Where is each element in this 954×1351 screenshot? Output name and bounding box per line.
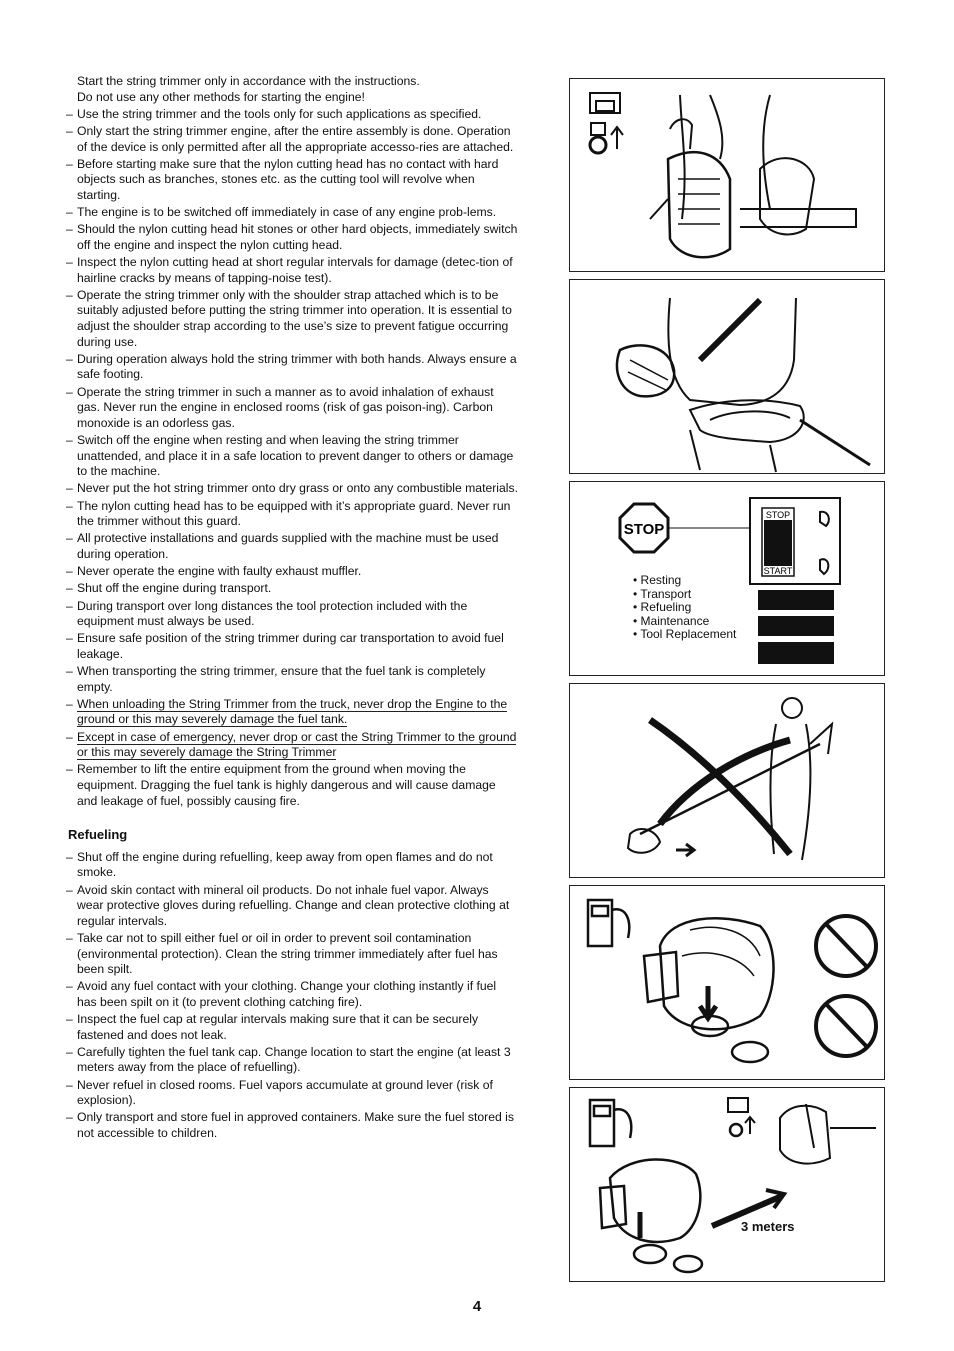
safety-list-item-text: Except in case of emergency, never drop or cast the String Trimmer to the ground or this may severely damage the String Trimmer: [77, 729, 517, 760]
cross-mark: [650, 720, 790, 854]
safety-list-item: [66, 631, 518, 662]
safety-list-item: [66, 157, 518, 204]
fuel-pour-arrow: [700, 986, 716, 1018]
safety-list-item-text: Shut off the engine during transport.: [77, 581, 272, 596]
refueling-list-item: – Inspect the fuel cap at regular intervals making sure that it can be securely fastened and does not leak.: [66, 1012, 518, 1043]
figure-refueling-safety: [569, 885, 885, 1080]
shoulder-strap: [700, 300, 760, 360]
refueling-list-item: – Only transport and store fuel in approved containers. Make sure the fuel stored is not accessible to children.: [66, 1110, 518, 1141]
safety-list-item: [66, 205, 518, 221]
safety-instructions-list: [66, 107, 518, 809]
figure-both-hands: [569, 279, 885, 474]
refueling-list-item: – Avoid skin contact with mineral oil products. Do not inhale fuel vapor. Always wear protective gloves during refuelling. Change and clean protective clothing at regular intervals.: [66, 883, 518, 930]
safety-list-item: [66, 730, 518, 761]
safety-list-item: [66, 664, 518, 695]
stop-item-resting: • Resting: [633, 573, 682, 587]
page-number: 4: [472, 1298, 482, 1315]
engine-start-icon-small: [728, 1098, 748, 1112]
refueling-list-item: – Carefully tighten the fuel tank cap. Change location to start the engine (at least 3 meters away from the place of refuelling).: [66, 1045, 518, 1076]
safety-list-item: [66, 107, 518, 123]
safety-list-item-text: The engine is to be switched off immediately in case of any engine prob-lems.: [77, 205, 497, 220]
safety-list-item-text: Ensure safe position of the string trimmer during car transportation to avoid fuel leakage.: [77, 631, 504, 661]
safety-list-item-text: Operate the string trimmer in such a manner as to avoid inhalation of exhaust gas. Never run the engine in enclosed rooms (risk of gas poison-ing). Carbon monoxide is an odorless gas.: [77, 384, 494, 430]
safety-list-item: [66, 531, 518, 562]
stop-item-tool-replacement: • Tool Replacement: [633, 627, 737, 642]
safety-list-item: [66, 481, 518, 497]
safety-list-item: [66, 255, 518, 286]
intro-line-2: Do not use any other methods for starting the engine!: [77, 89, 365, 104]
safety-list-item: [66, 352, 518, 383]
stop-situations-list: [633, 574, 736, 642]
safety-list-item: [66, 433, 518, 480]
switch-slider: [764, 520, 792, 566]
safety-list-item-text: Only start the string trimmer engine, after the entire assembly is done. Operation of the device is only permitted after all the appropriate accesso-ries are attached.: [77, 123, 514, 154]
refueling-safety-illustration: [570, 886, 886, 1081]
safety-list-item: [66, 599, 518, 630]
engine-fins-graphic: [758, 590, 834, 664]
safety-list-item-text: During operation always hold the string trimmer with both hands. Always ensure a safe footing.: [77, 351, 517, 382]
refueling-heading: Refueling: [68, 827, 128, 843]
drag-arrow-icon: [676, 844, 694, 856]
safety-list-item-text: Use the string trimmer and the tools only for such applications as specified.: [77, 106, 482, 121]
distance-label: 3 meters: [741, 1219, 795, 1234]
figure-three-meters: [569, 1087, 885, 1282]
both-hands-illustration: [570, 280, 886, 475]
safety-list-item-text: Before starting make sure that the nylon cutting head has no contact with hard objects such as branches, stones etc. as the cutting tool will revolve when starting.: [77, 156, 499, 202]
no-dragging-illustration: [570, 684, 886, 879]
safety-list-item-text: During transport over long distances the tool protection included with the equipment must always be used.: [77, 598, 468, 629]
safety-list-item-text: Never put the hot string trimmer onto dry grass or onto any combustible materials.: [77, 481, 518, 496]
figure-stop-switch: [569, 481, 885, 676]
refueling-list-item: – Avoid any fuel contact with your clothing. Change your clothing instantly if fuel has been spilt on it (to prevent clothing catching fire).: [66, 979, 518, 1010]
safety-list-item-text: Inspect the nylon cutting head at short regular intervals for damage (detec-tion of hairline cracks by means of tapping-noise test).: [77, 255, 513, 285]
figure-no-dragging: [569, 683, 885, 878]
trimmer-shaft: [640, 744, 820, 834]
safety-intro: [66, 74, 518, 105]
three-meters-illustration: [570, 1088, 886, 1283]
safety-list-item-text: When unloading the String Trimmer from the truck, never drop the Engine to the ground or this may severely damage the fuel tank.: [77, 696, 508, 727]
safety-text-column: [66, 74, 518, 1142]
safety-list-item: [66, 385, 518, 432]
safety-list-item-text: Switch off the engine when resting and when leaving the string trimmer unattended, and place it in a safe location to prevent danger to others or damage to the machine.: [77, 433, 514, 479]
safety-list-item-text: When transporting the string trimmer, ensure that the fuel tank is completely empty.: [77, 664, 486, 694]
refueling-list-item: – Shut off the engine during refuelling, keep away from open flames and do not smoke.: [66, 850, 518, 881]
figure-starting-engine: [569, 78, 885, 272]
safety-list-item-text: Never operate the engine with faulty exhaust muffler.: [77, 564, 362, 579]
safety-list-item: [66, 697, 518, 728]
stop-item-maintenance: • Maintenance: [633, 613, 710, 628]
stop-item-refueling: • Refueling: [633, 600, 692, 615]
switch-start-label: START: [763, 566, 793, 576]
safety-list-item-text: Operate the string trimmer only with the shoulder strap attached which is to be suitably adjusted before putting the string trimmer into operation. It is essential to adjust the shoulder strap according to the use’s size to prevent fatigue occurring during use.: [77, 287, 512, 349]
safety-list-item: [66, 564, 518, 580]
safety-list-item: [66, 499, 518, 530]
safety-list-item: [66, 124, 518, 155]
stop-item-transport: • Transport: [633, 586, 692, 601]
safety-list-item: [66, 222, 518, 253]
refueling-list-item: – Take car not to spill either fuel or oil in order to prevent soil contamination (environmental protection). Clean the string trimmer immediately after fuel has been spilt.: [66, 931, 518, 978]
stop-sign-text: STOP: [623, 521, 665, 538]
safety-list-item: [66, 581, 518, 597]
worker-helmet: [782, 698, 802, 718]
refueling-list-item: – Never refuel in closed rooms. Fuel vapors accumulate at ground lever (risk of explosion).: [66, 1078, 518, 1109]
safety-list-item: [66, 288, 518, 350]
safety-list-item-text: Remember to lift the entire equipment from the ground when moving the equipment. Dragging the fuel tank is highly dangerous and will cause damage and leakage of fuel, possibly causing fire.: [77, 762, 496, 808]
refueling-instructions-list: [66, 850, 518, 1142]
safety-list-item-text: The nylon cutting head has to be equipped with it’s appropriate guard. Never run the trimmer without this guard.: [77, 498, 511, 529]
safety-list-item-text: All protective installations and guards supplied with the machine must be used during operation.: [77, 531, 499, 561]
safety-list-item-text: Should the nylon cutting head hit stones or other hard objects, immediately switch off the engine and inspect the nylon cutting head.: [77, 222, 518, 252]
safety-list-item: [66, 762, 518, 809]
switch-stop-label: STOP: [765, 510, 791, 520]
intro-line-1: Start the string trimmer only in accordance with the instructions.: [77, 74, 420, 88]
starting-engine-illustration: [570, 79, 886, 273]
